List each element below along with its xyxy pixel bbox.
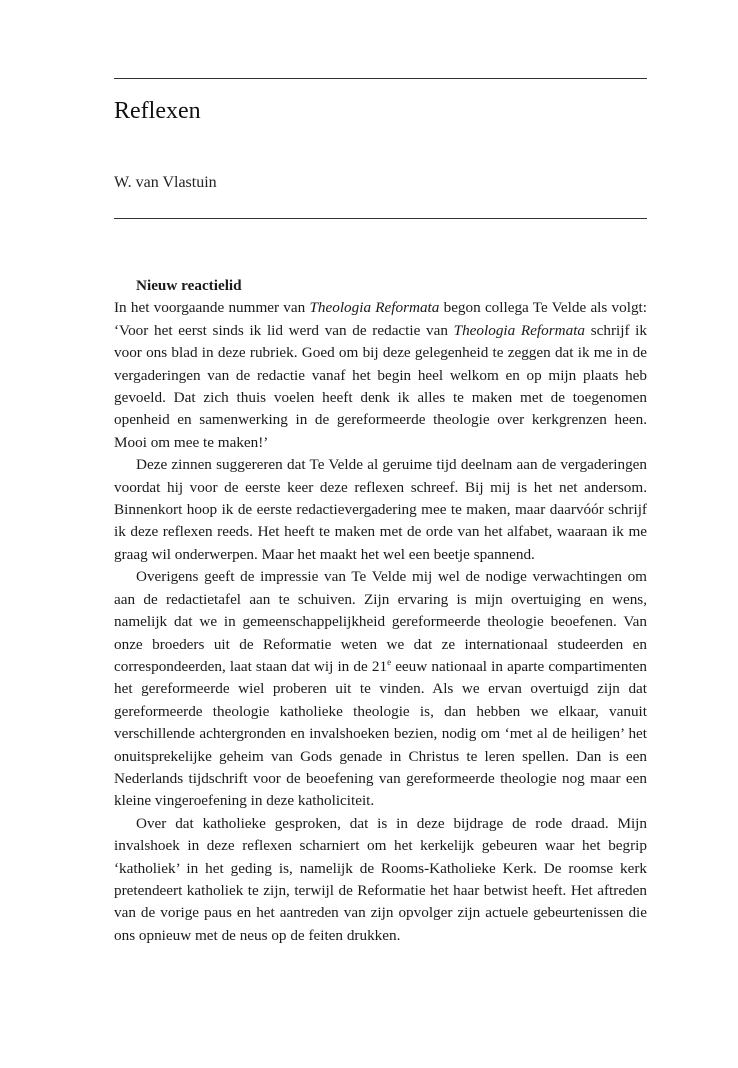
bottom-rule xyxy=(114,218,647,219)
article-author: W. van Vlastuin xyxy=(114,174,217,191)
paragraph-4: Over dat katholieke gesproken, dat is in deze bijdrage de rode draad. Mijn invalshoek in deze reflexen scharniert om het kerkelijk gebeuren waar het begrip ‘katholiek’ in het geding is, namelijk de Rooms-Katholieke Kerk. De roomse kerk pretendeert katholiek te zijn, terwijl de Reformatie het haar betwist heeft. Het aftreden van de vorige paus en het aantreden van zijn opvolger zijn actuele gebeurtenissen die ons opnieuw met de neus op de feiten drukken. xyxy=(114,814,647,944)
top-rule xyxy=(114,78,647,79)
paragraph-2: Deze zinnen suggereren dat Te Velde al geruime tijd deelnam aan de vergaderingen voordat hij voor de eerste keer deze reflexen schreef. Bij mij is het net andersom. Binnenkort hoop ik de eerste redactievergadering mee te maken, maar daarvóór schrijf ik deze reflexen reeds. Het heeft te maken met de orde van het alfabet, waaraan ik me graag wil onderwerpen. Maar het maakt het wel een beetje spannend. xyxy=(114,456,647,563)
paragraph-1 xyxy=(114,297,647,454)
article-title: Reflexen xyxy=(114,98,201,124)
paragraph-3-text-a: Overigens geeft de impressie van Te Velde mij wel de nodige verwachtingen om aan de redactietafel aan te schuiven. Zijn ervaring is mijn overtuiging en wens, namelijk dat we in gemeenschappelijkheid gereformeerde theologie beoefenen. Van onze broeders uit de Reformatie weten we dat ze internationaal studeerden en correspondeerden, laat staan dat wij in de 21 xyxy=(114,568,647,675)
paragraph-1-text-e: schrijf ik voor ons blad in deze rubriek. Goed om bij deze gelegenheid te zeggen dat ik me in de vergaderingen van de redactie vanaf het begin heel welkom en op mijn plaats heb gevoeld. Dat zich thuis voelen heeft denk ik alles te maken met de toegenomen openheid en samenwerking in de gereformeerde theologie over kerkgrenzen heen. Mooi om mee te maken!’ xyxy=(114,321,647,451)
paragraph-3 xyxy=(114,566,647,812)
journal-title-2: Theologia Reformata xyxy=(453,321,586,339)
section-heading: Nieuw reactielid xyxy=(136,277,242,294)
paragraph-1-text-c: begon collega Te Velde als volgt: ‘Voor het eerst sinds ik lid werd van de redactie van xyxy=(114,299,647,339)
paragraph-3-text-b: eeuw nationaal in aparte compartimenten het gereformeerde wiel proberen uit te vinden. Als we ervan overtuigd zijn dat gereformeerde theologie katholieke theologie is, dan hebben we elkaar, vanuit verschillende achtergronden en invalshoeken bezien, nodig om ‘met al de heiligen’ het onuitsprekelijke geheim van Gods genade in Christus te leren spellen. Dan is een Nederlands tijdschrift voor de beoefening van gereformeerde theologie nog maar een kleine vingeroefening in deze katholiciteit. xyxy=(114,657,647,810)
paragraph-1-text-a: In het voorgaande nummer van xyxy=(114,299,310,317)
journal-title-1: Theologia Reformata xyxy=(309,299,440,317)
ordinal-superscript: e xyxy=(387,656,392,667)
article-body xyxy=(114,275,647,947)
